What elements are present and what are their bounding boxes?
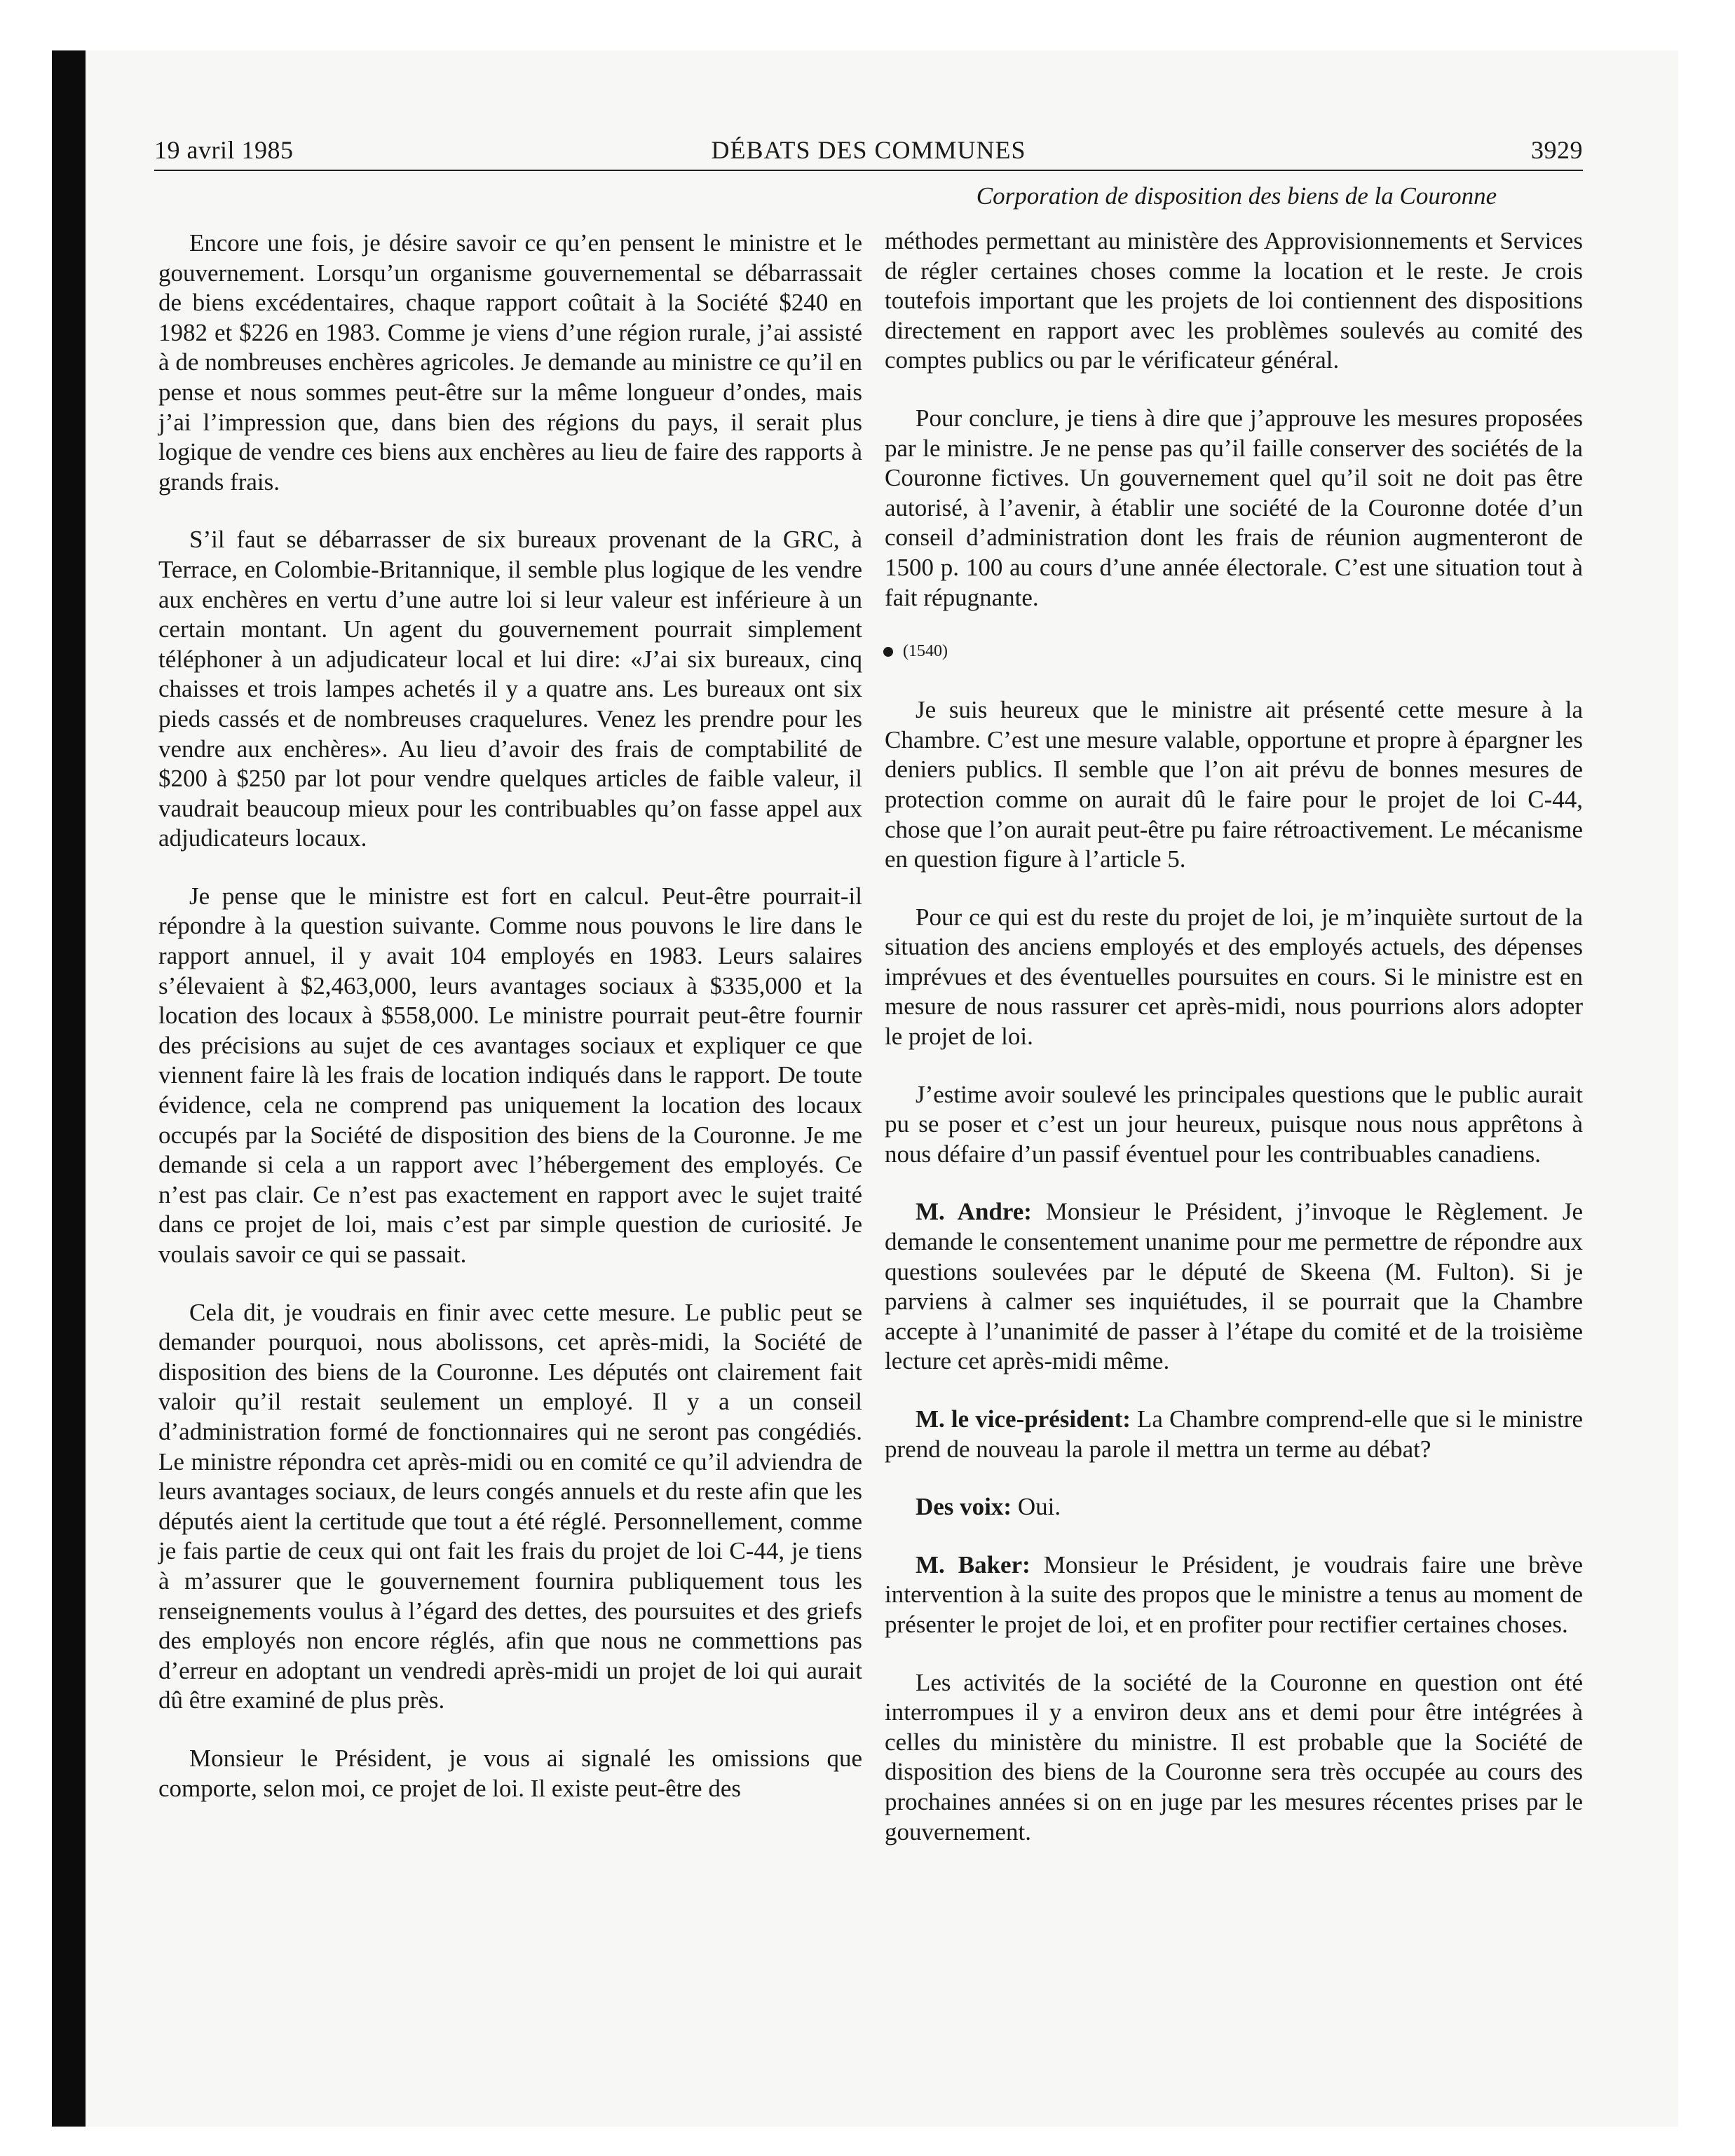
header-title: DÉBATS DES COMMUNES [711, 136, 1026, 164]
scan-border [52, 50, 86, 2127]
time-marker-text: (1540) [903, 642, 948, 661]
speaker-name: M. Andre: [916, 1198, 1032, 1226]
speech-text: Monsieur le Président, je voudrais faire une brève intervention à la suite des propos que le ministre a tenus au moment de présenter le projet de loi, et en profiter pour rectifier certaines choses. [885, 1550, 1583, 1638]
speech [885, 1197, 1583, 1377]
speaker-name: M. le vice-président: [916, 1405, 1131, 1433]
speech-text: Oui. [1017, 1493, 1061, 1521]
left-column [158, 228, 862, 1831]
paragraph: Pour ce qui est du reste du projet de loi, je m’inquiète surtout de la situation des anciens employés et des employés actuels, des dépenses imprévues et des éventuelles poursuites en cours. Si le ministre est en mesure de nous rassurer cet après-midi, nous pourrions alors adopter le projet de loi. [885, 903, 1583, 1051]
paragraph: méthodes permettant au ministère des Approvisionnements et Services de régler certaines choses comme la location et le reste. Je crois toutefois important que les projets de loi contiennent des dispositions directement en rapport avec les problèmes soulevés au comité des comptes publics ou par le vérificateur général. [885, 227, 1583, 374]
speaker-name: Des voix: [916, 1493, 1012, 1521]
section-subheading: Corporation de disposition des biens de la Couronne [976, 182, 1497, 210]
speaker-name: M. Baker: [916, 1550, 1030, 1578]
speech [885, 1550, 1583, 1640]
header-rule [154, 170, 1583, 171]
page-number: 3929 [1531, 136, 1583, 164]
paragraph: Je suis heureux que le ministre ait présenté cette mesure à la Chambre. C’est une mesure valable, opportune et propre à épargner les deniers publics. Il semble que l’on ait prévu de bonnes mesures de protection comme on aurait dû le faire pour le projet de loi C-44, chose que l’on aurait peut-être pu faire rétroactivement. Le mécanisme en question figure à l’article 5. [885, 696, 1583, 873]
time-marker [883, 641, 1583, 662]
right-column [885, 226, 1583, 1875]
speech-text: La Chambre comprend-elle que si le ministre prend de nouveau la parole il mettra un terme au débat? [885, 1405, 1583, 1463]
speech [885, 1492, 1583, 1522]
paragraph: Pour conclure, je tiens à dire que j’approuve les mesures proposées par le ministre. Je ne pense pas qu’il faille conserver des sociétés de la Couronne fictives. Un gouvernement quel qu’il soit ne doit pas être autorisé, à l’avenir, à établir une société de la Couronne dotée d’un conseil d’administration dont les frais de réunion augmenteront de 1500 p. 100 au cours d’une année électorale. C’est une situation tout à fait répugnante. [885, 404, 1583, 611]
paragraph: Les activités de la société de la Couronne en question ont été interrompues il y a environ deux ans et demi pour être intégrées à celles du ministère du ministre. Il est probable que la Société de disposition des biens de la Couronne sera très occupée au cours des prochaines années si on en juge par les mesures récentes prises par le gouvernement. [885, 1668, 1583, 1845]
page-header [154, 135, 1583, 170]
paragraph: Monsieur le Président, je vous ai signalé les omissions que comporte, selon moi, ce projet de loi. Il existe peut-être des [158, 1744, 862, 1802]
paragraph: Je pense que le ministre est fort en calcul. Peut-être pourrait-il répondre à la question suivante. Comme nous pouvons le lire dans le rapport annuel, il y avait 104 employés en 1983. Leurs salaires s’élevaient à $2,463,000, leurs avantages sociaux à $335,000 et la location des locaux à $558,000. Le ministre pourrait peut-être fournir des précisions au sujet de ces avantages sociaux et expliquer ce que viennent faire là les frais de location indiqués dans le rapport. De toute évidence, cela ne comprend pas uniquement la location des locaux occupés par la Société de disposition des biens de la Couronne. Je me demande si cela a un rapport avec l’hébergement des employés. Ce n’est pas clair. Ce n’est pas exactement en rapport avec le sujet traité dans ce projet de loi, mais c’est par simple question de curiosité. Je voulais savoir ce qui se passait. [158, 882, 862, 1268]
speech-text: Monsieur le Président, j’invoque le Règlement. Je demande le consentement unanime pour me permettre de répondre aux questions soulevées par le député de Skeena (M. Fulton). Si je parviens à calmer ses inquiétudes, il se pourrait que la Chambre accepte à l’unanimité de passer à l’étape du comité et de la troisième lecture cet après-midi même. [885, 1198, 1583, 1375]
paragraph: Encore une fois, je désire savoir ce qu’en pensent le ministre et le gouvernement. Lorsqu’un organisme gouvernemental se débarrassait de biens excédentaires, chaque rapport coûtait à la Société $240 en 1982 et $226 en 1983. Comme je viens d’une région rurale, j’ai assisté à de nombreuses enchères agricoles. Je demande au ministre ce qu’il en pense et nous sommes peut-être sur la même longueur d’ondes, mais j’ai l’impression que, dans bien des régions du pays, il serait plus logique de vendre ces biens aux enchères au lieu de faire des rapports à grands frais. [158, 229, 862, 496]
paragraph: Cela dit, je voudrais en finir avec cette mesure. Le public peut se demander pourquoi, nous abolissons, cet après-midi, la Société de disposition des biens de la Couronne. Les députés ont clairement fait valoir qu’il restait seulement un employé. Il y a un conseil d’administration formé de fonctionnaires qui ne seront pas congédiés. Le ministre répondra cet après-midi ou en comité ce qu’il adviendra de leurs avantages sociaux, de leurs congés annuels et du reste afin que les députés aient la certitude que tout a été réglé. Personnellement, comme je fais partie de ceux qui ont fait les frais du projet de loi C-44, je tiens à m’assurer que le gouvernement fournira publiquement tous les renseignements voulus à l’égard des dettes, des poursuites et des griefs des employés non encore réglés, afin que nous ne commettions pas d’erreur en adoptant un vendredi après-midi un projet de loi qui aurait dû être examiné de plus près. [158, 1298, 862, 1714]
header-date: 19 avril 1985 [154, 136, 294, 164]
paragraph: S’il faut se débarrasser de six bureaux provenant de la GRC, à Terrace, en Colombie-Britannique, il semble plus logique de les vendre aux enchères en vertu d’une autre loi si leur valeur est inférieure à un certain montant. Un agent du gouvernement pourrait simplement téléphoner à un adjudicateur local et lui dire: «J’ai six bureaux, cinq chaisses et trois lampes achetés il y a quatre ans. Les bureaux ont six pieds cassés et de nombreuses craquelures. Venez les prendre pour les vendre aux enchères». Au lieu d’avoir des frais de comptabilité de $200 à $250 par lot pour vendre quelques articles de faible valeur, il vaudrait beaucoup mieux pour les contribuables qu’on fasse appel aux adjudicateurs locaux. [158, 526, 862, 852]
paragraph: J’estime avoir soulevé les principales questions que le public aurait pu se poser et c’est un jour heureux, puisque nous nous apprêtons à nous défaire d’un passif éventuel pour les contribuables canadiens. [885, 1080, 1583, 1168]
bullet-icon [883, 647, 893, 657]
speech [885, 1405, 1583, 1464]
